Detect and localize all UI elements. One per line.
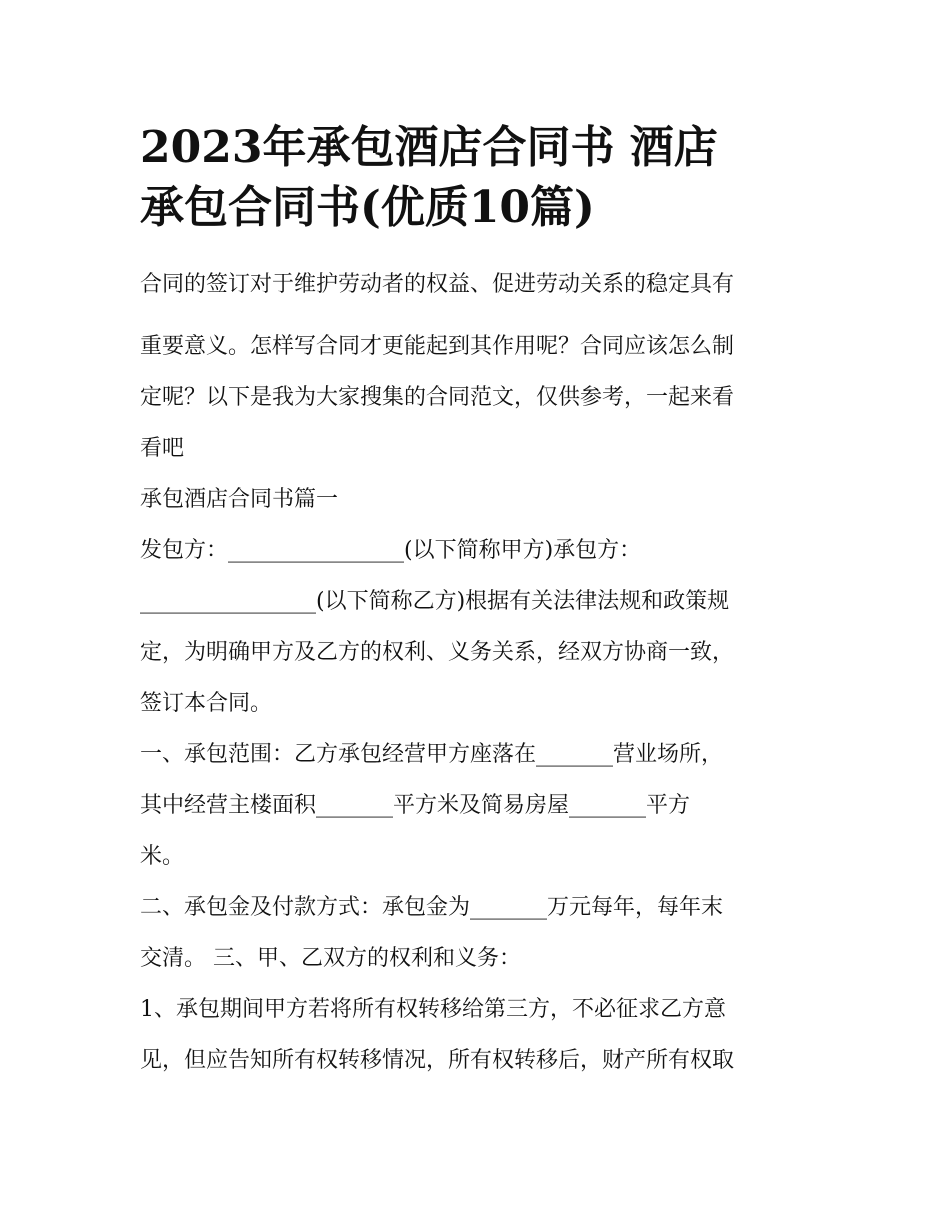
body-line: 发包方：________________(以下简称甲方)承包方： bbox=[140, 538, 642, 563]
body-line: 看吧 bbox=[140, 436, 185, 461]
body-line: 合同的签订对于维护劳动者的权益、促进劳动关系的稳定具有 bbox=[140, 272, 735, 297]
body-line: 二、承包金及付款方式：承包金为_______万元每年，每年末 bbox=[140, 895, 724, 920]
body-line: 定呢？以下是我为大家搜集的合同范文，仅供参考，一起来看 bbox=[140, 385, 735, 410]
section-heading: 承包酒店合同书篇一 bbox=[140, 487, 339, 512]
title-line-1: 2023年承包酒店合同书 酒店 bbox=[140, 122, 718, 173]
body-line: ________________(以下简称乙方)根据有关法律法规和政策规 bbox=[140, 589, 730, 614]
document-page bbox=[140, 118, 820, 1086]
title-line-2: 承包合同书(优质10篇) bbox=[140, 182, 595, 233]
body-line: 签订本合同。 bbox=[140, 691, 273, 716]
body-line: 1、承包期间甲方若将所有权转移给第三方，不必征求乙方意 bbox=[140, 997, 726, 1022]
body-line: 见，但应告知所有权转移情况，所有权转移后，财产所有权取 bbox=[140, 1048, 735, 1073]
body-line: 米。 bbox=[140, 844, 185, 869]
document-body bbox=[140, 270, 820, 1086]
body-line: 其中经营主楼面积_______平方米及简易房屋_______平方 bbox=[140, 793, 691, 818]
document-title bbox=[140, 118, 820, 238]
body-line: 交清。 三、甲、乙双方的权利和义务： bbox=[140, 946, 521, 971]
body-line: 一、承包范围：乙方承包经营甲方座落在_______营业场所， bbox=[140, 742, 724, 767]
body-line: 定，为明确甲方及乙方的权利、义务关系，经双方协商一致， bbox=[140, 640, 735, 665]
body-line: 重要意义。怎样写合同才更能起到其作用呢？合同应该怎么制 bbox=[140, 334, 735, 359]
